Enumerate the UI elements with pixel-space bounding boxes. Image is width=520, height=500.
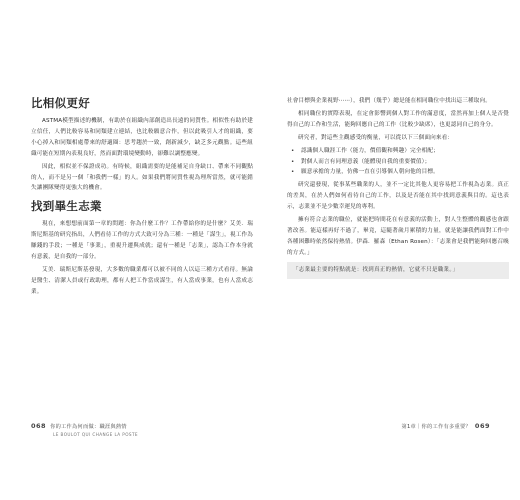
right-paragraph-3: 研究者，對這些主觀感受的衡量，可以從以下三個面向來看：: [298, 134, 454, 141]
right-footer: [401, 423, 490, 431]
left-running-subtitle: LE BOULOT QUI CHANGE LA POSTE: [53, 432, 138, 437]
right-paragraph-2: 相同職位的實際表現，在定會影響到個人對工作的滿意度，當然再加上個人是否覺得自己的工作和生活，能夠回應自己的工作（比較少缺席），也更認同自己的身分。: [287, 110, 509, 128]
bullet-icon: •: [291, 147, 295, 154]
left-paragraph-4: 艾美．瑞斯尼斯基發現，大多數的職業都可以被不同的人以這三種方式看待。無論是醫生、清潔人員或行政助理，都有人把工作當成謀生，有人當成事業，也有人當成志業。: [31, 266, 253, 295]
left-footer: [31, 423, 138, 438]
list-item: [287, 146, 509, 157]
list-item: [287, 157, 509, 168]
right-running-title: 第1章｜你的工作有多重要？: [401, 424, 471, 430]
list-item-text: 願意承擔的力量，仿佛一直在引導個人朝向他的目標。: [301, 169, 439, 176]
section-heading-better-than-similarity: 比相似更好: [31, 96, 90, 110]
left-running-title: 你的工作為何而做：職涯與熱情: [50, 424, 127, 430]
right-paragraph-4: 研究還發現，從事某些職業的人，並不一定比其他人更容易把工作視為志業。真正的差異，在於人們如何看待自己的工作，以及是否能在其中找到意義與目的。這也表示，志業並不是少數幸運兒的專利。: [287, 182, 509, 211]
right-page: [287, 96, 509, 279]
list-item-text: 認識個人職涯工作（能力，價值觀和興趣）完全相配；: [301, 147, 439, 154]
list-item: [287, 167, 509, 178]
right-paragraph-1: 社會目標與企業視野⋯⋯），我們（幾乎）總是能在相同職位中找出這三種取向。: [287, 98, 491, 104]
left-page-number: 068: [31, 422, 47, 430]
right-page-number: 069: [474, 422, 490, 430]
left-paragraph-2: 因此，相似並不保證成功。有時候，組織需要的是能補足自身缺口、帶來不同觀點的人，而不是另一個「和我們一樣」的人。如果我們將同質性視為理所當然，就可能錯失讓團隊變得更強大的機會。: [31, 163, 253, 192]
bullet-icon: •: [291, 158, 295, 165]
list-item-text: 對個人而言有同理意義（能體現自我的重要價值）；: [301, 158, 431, 165]
criteria-list: [287, 146, 509, 179]
left-page: [31, 96, 253, 298]
left-paragraph-1: ASTMA模型描述的機制，有助於在組織內部創造出長遠的同質性。相似性有助於建立信任，人們比較容易和同類建立連結，也比較願意合作，但以此吸引人才的組織，要小心掉入和同類相處帶來的舒適圈：思考趨於一致，創新減少，缺乏多元觀點。這些組織可能在短期內表現良好，然而面對環境變動時，卻難以調整應變。: [31, 118, 253, 157]
bullet-icon: •: [291, 169, 295, 176]
left-paragraph-3: 現在，來想想前面第一章的問題：你為什麼工作？工作帶給你的是什麼？艾美．瑞斯尼斯基的研究指出，人們看待工作的方式大致可分為三種：一種是「謀生」，視工作為賺錢的手段；一種是「事業」，重視升遷與成就；還有一種是「志業」，認為工作本身就有意義，是自我的一部分。: [31, 221, 253, 261]
quote-box: 「志業最主要的特點就是：找到真正的熱情，它就不只是職業。」: [287, 262, 509, 280]
section-heading-find-vocation: 找到畢生志業: [31, 199, 102, 214]
right-paragraph-5: 擁有符合志業的職位，就能把時間花在有意義的活動上，對人生整體的觀感也會跟著改善。能這樣再好不過了，畢竟，這隨著歲月累積的力量，就是能讓我們面對工作中各種困難時依然保持熱情。伊森．羅森（Ethan Rosen）：「志業會是我們能夠回應召喚的方式。」: [287, 217, 509, 256]
